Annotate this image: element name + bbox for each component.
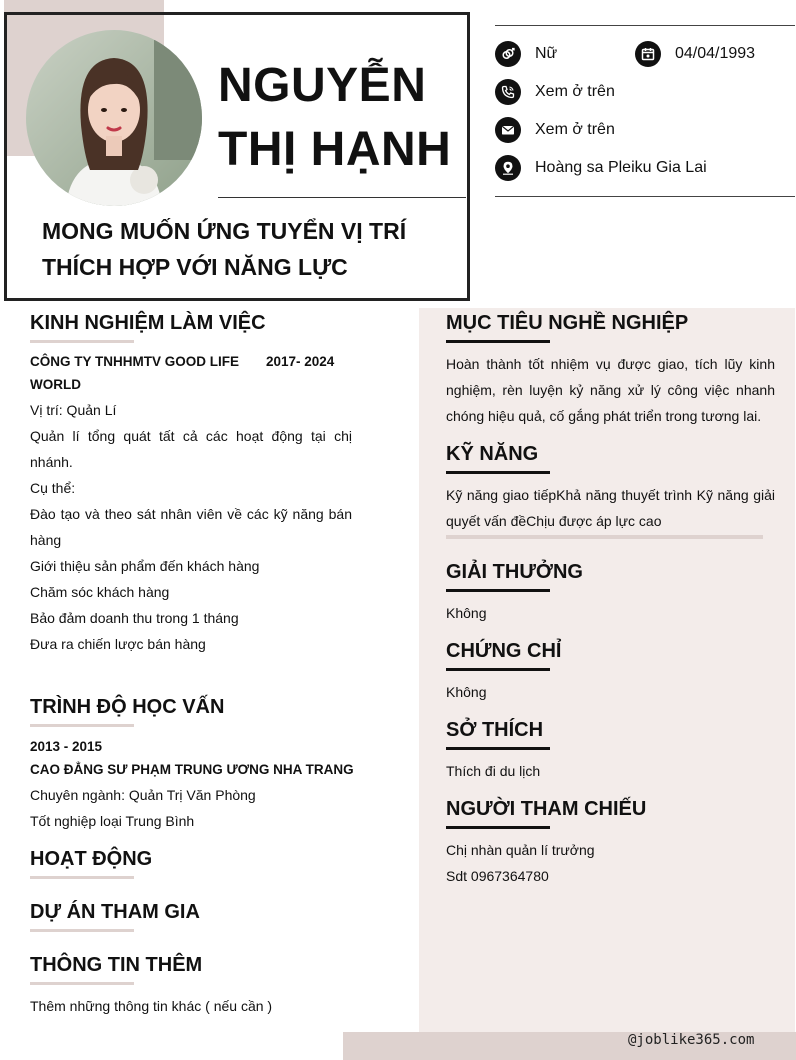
hobbies-title: SỞ THÍCH xyxy=(446,719,544,741)
experience-description: Quản lí tổng quát tất cả các hoạt động tại chị nhánh. xyxy=(30,428,352,470)
reference-phone: Sdt 0967364780 xyxy=(446,868,549,884)
full-name-first: NGUYỄN xyxy=(218,59,427,112)
projects-title: DỰ ÁN THAM GIA xyxy=(30,901,200,923)
education-underline xyxy=(30,724,134,727)
experience-item: Giới thiệu sản phẩm đến khách hàng xyxy=(30,558,260,574)
certificates-text: Không xyxy=(446,684,487,700)
certificates-underline xyxy=(446,668,550,671)
experience-detail-label: Cụ thể: xyxy=(30,480,76,496)
experience-item: Đào tạo và theo sát nhân viên về các kỹ năng bán hàng xyxy=(30,506,352,548)
certificates-title: CHỨNG CHỈ xyxy=(446,640,562,662)
email-icon xyxy=(495,117,521,143)
education-major: Chuyên ngành: Quản Trị Văn Phòng xyxy=(30,787,256,803)
skills-title: KỸ NĂNG xyxy=(446,443,539,465)
extra-info-title: THÔNG TIN THÊM xyxy=(30,954,203,976)
awards-underline xyxy=(446,589,550,592)
birthday-value: 04/04/1993 xyxy=(675,45,756,62)
references-title: NGƯỜI THAM CHIẾU xyxy=(446,798,647,820)
watermark-text[interactable]: @joblike365.com xyxy=(628,1032,755,1048)
references-underline xyxy=(446,826,550,829)
gender-icon xyxy=(495,41,521,67)
address-value: Hoàng sa Pleiku Gia Lai xyxy=(535,159,707,176)
location-icon xyxy=(495,155,521,181)
experience-company: CÔNG TY TNHHMTV GOOD LIFE xyxy=(30,354,239,369)
phone-value: Xem ở trên xyxy=(535,83,615,100)
extra-info-underline xyxy=(30,982,134,985)
projects-underline xyxy=(30,929,134,932)
desired-position: MONG MUỐN ỨNG TUYỂN VỊ TRÍ THÍCH HỢP VỚI NĂNG LỰC xyxy=(42,218,407,280)
education-school: CAO ĐẲNG SƯ PHẠM TRUNG ƯƠNG NHA TRANG xyxy=(30,762,354,777)
hobbies-text: Thích đi du lịch xyxy=(446,763,541,779)
awards-title: GIẢI THƯỞNG xyxy=(446,561,583,583)
experience-company-cont: WORLD xyxy=(30,377,81,392)
hobbies-underline xyxy=(446,747,550,750)
contact-bottom-rule xyxy=(495,196,795,197)
experience-item: Chăm sóc khách hàng xyxy=(30,584,170,600)
avatar xyxy=(26,30,202,206)
experience-title: KINH NGHIỆM LÀM VIỆC xyxy=(30,312,266,334)
awards-text: Không xyxy=(446,605,487,621)
reference-name: Chị nhàn quản lí trưởng xyxy=(446,842,595,858)
avatar-photo xyxy=(26,30,202,206)
name-divider xyxy=(218,197,466,198)
extra-info-text: Thêm những thông tin khác ( nếu cần ) xyxy=(30,998,273,1014)
activities-underline xyxy=(30,876,134,879)
experience-period: 2017- 2024 xyxy=(266,354,335,369)
objective-underline xyxy=(446,340,550,343)
skills-divider xyxy=(446,535,763,539)
education-title: TRÌNH ĐỘ HỌC VẤN xyxy=(30,696,225,718)
contact-top-rule xyxy=(495,25,795,26)
phone-icon xyxy=(495,79,521,105)
education-grade: Tốt nghiệp loại Trung Bình xyxy=(30,813,195,829)
objective-title: MỤC TIÊU NGHỀ NGHIỆP xyxy=(446,312,689,334)
experience-item: Đưa ra chiến lược bán hàng xyxy=(30,636,206,652)
gender-value: Nữ xyxy=(535,45,558,62)
activities-title: HOẠT ĐỘNG xyxy=(30,848,153,870)
experience-role: Vị trí: Quản Lí xyxy=(30,402,117,418)
experience-item: Bảo đảm doanh thu trong 1 tháng xyxy=(30,610,239,626)
skills-text: Kỹ năng giao tiếpKhả năng thuyết trình Kỹ năng giải quyết vấn đềChịu được áp lực cao xyxy=(446,487,775,529)
calendar-icon xyxy=(635,41,661,67)
email-value: Xem ở trên xyxy=(535,121,615,138)
experience-underline xyxy=(30,340,134,343)
education-period: 2013 - 2015 xyxy=(30,739,103,754)
skills-underline xyxy=(446,471,550,474)
full-name-last: THỊ HẠNH xyxy=(218,123,452,176)
objective-text: Hoàn thành tốt nhiệm vụ được giao, tích lũy kinh nghiệm, rèn luyện kỷ năng xử lý công việc nhanh chóng hiệu quả, cố gắng phát triển trong tương lai. xyxy=(446,356,775,424)
